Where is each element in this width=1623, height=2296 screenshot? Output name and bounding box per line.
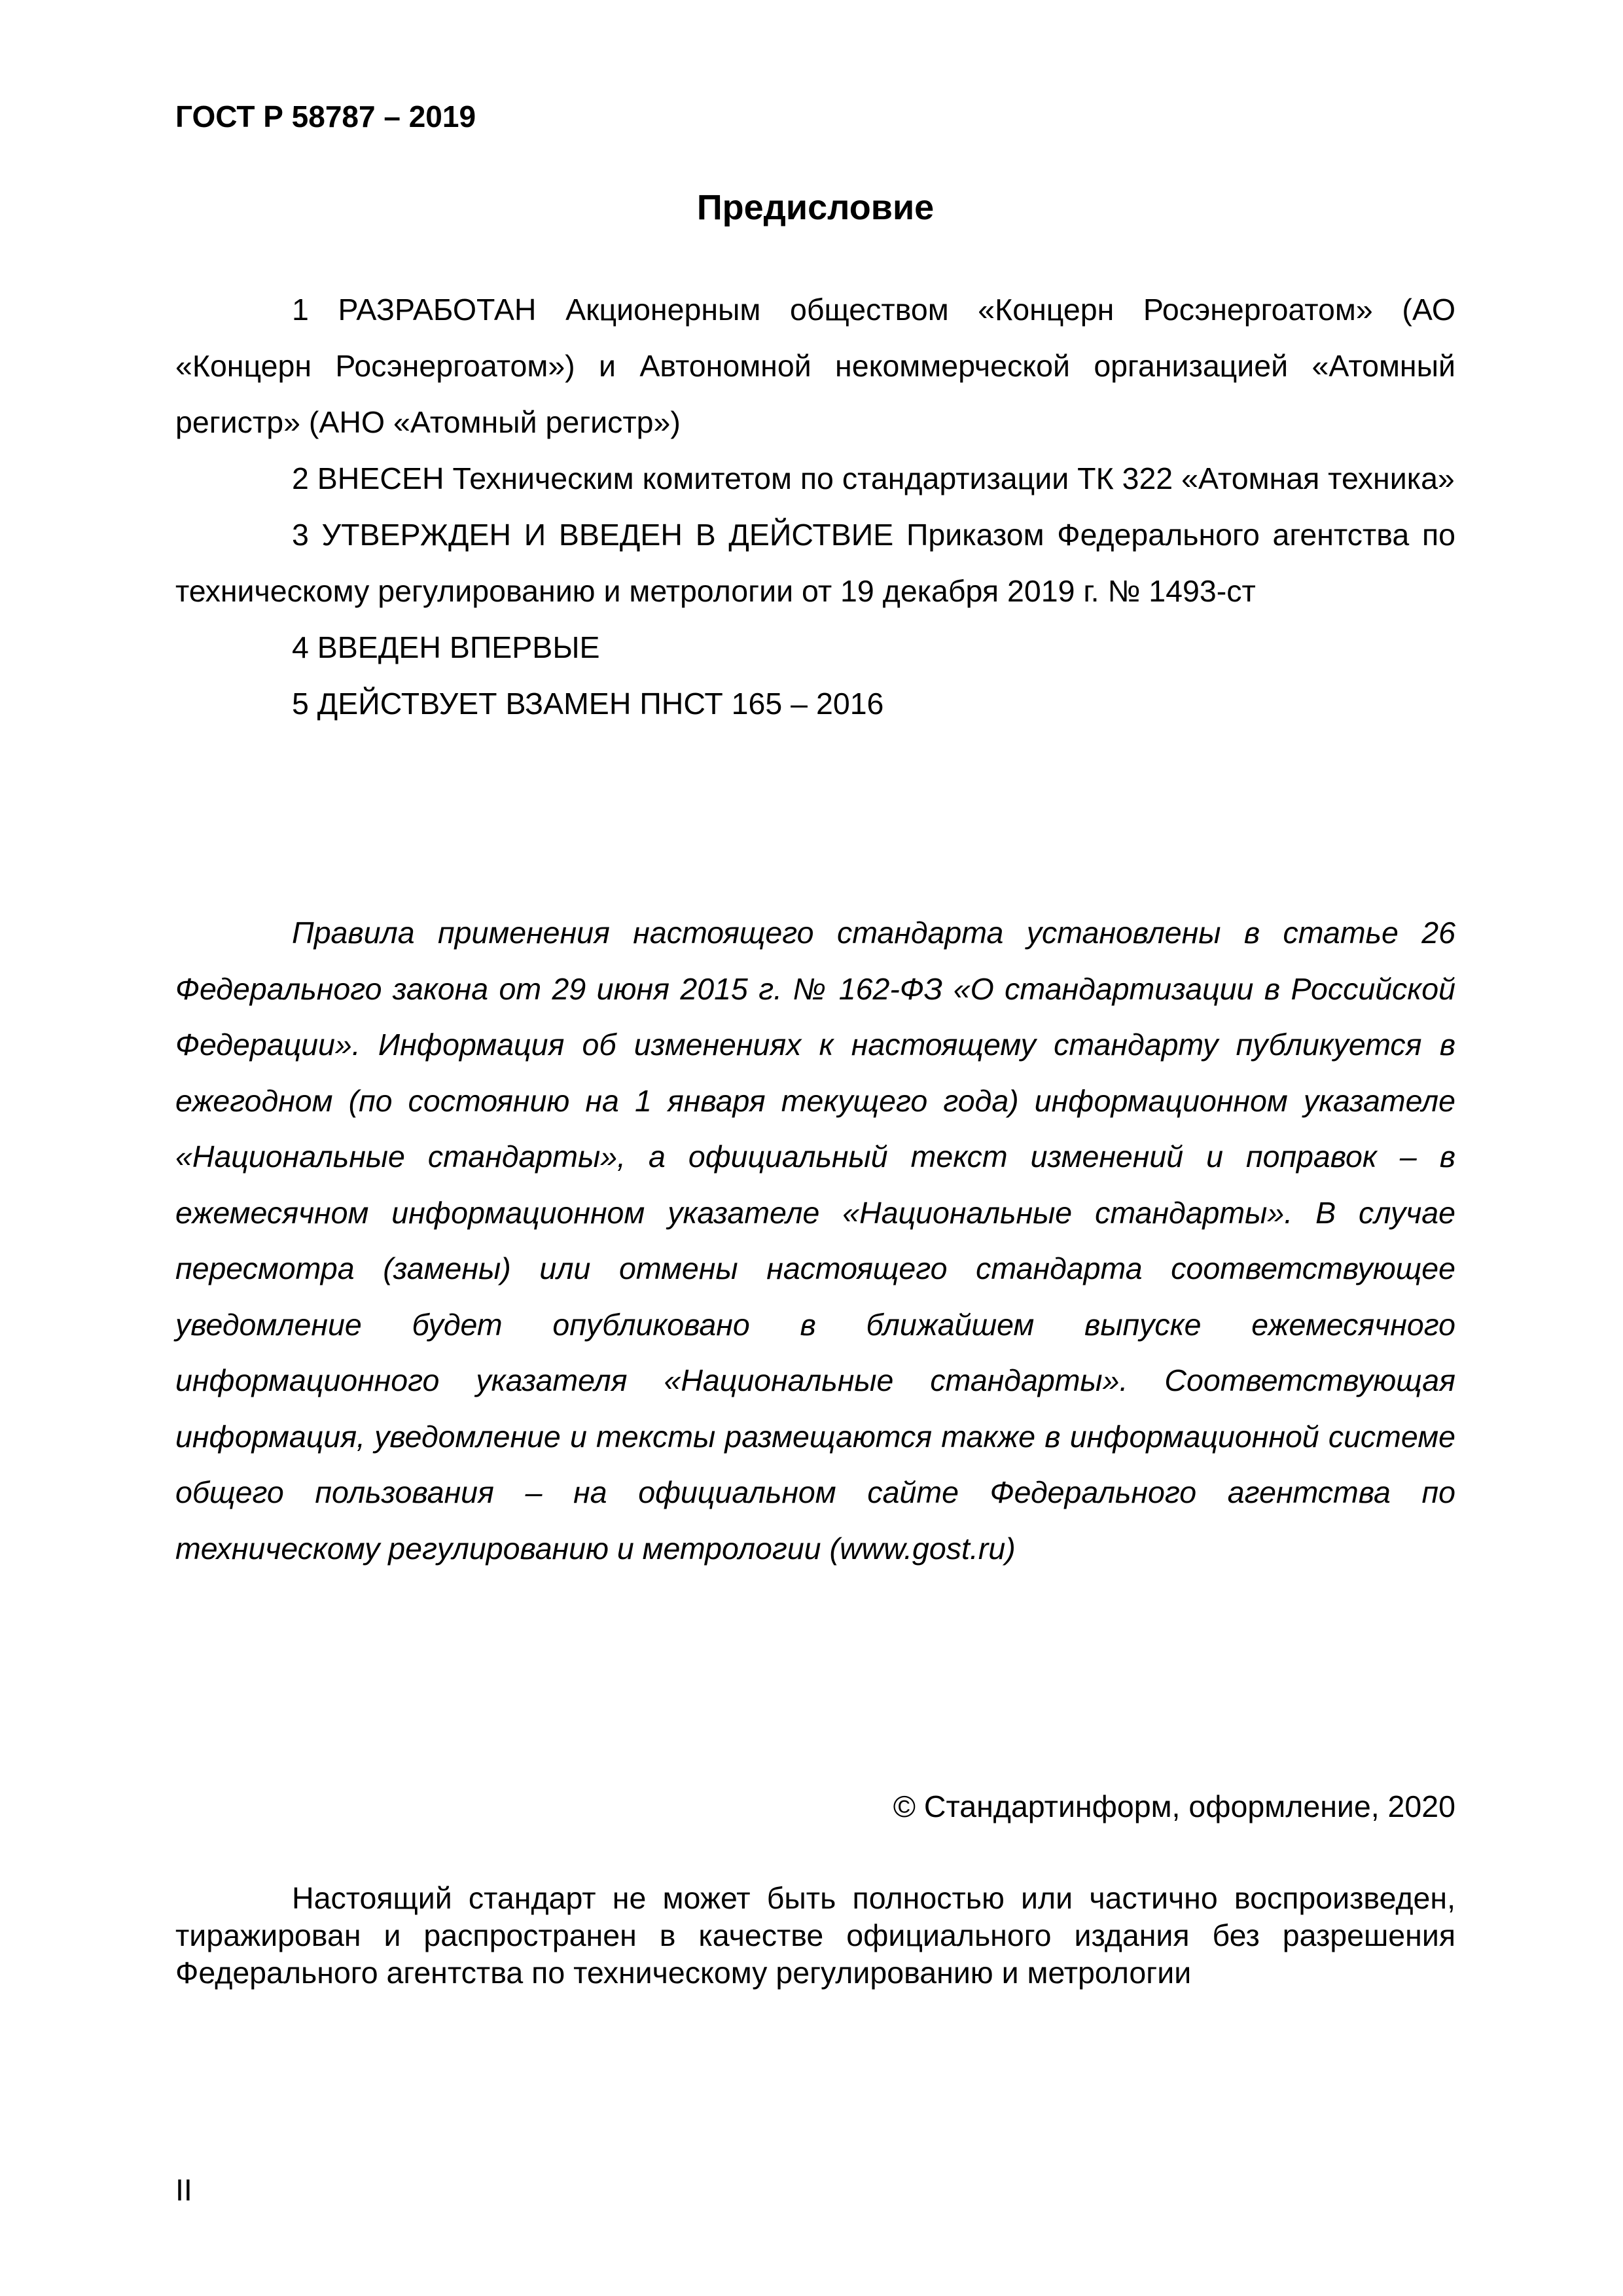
foreword-item-5: 5 ДЕЙСТВУЕТ ВЗАМЕН ПНСТ 165 – 2016 (292, 687, 884, 721)
page-title: Предисловие (696, 188, 935, 227)
foreword-item-1: 1 РАЗРАБОТАН Акционерным обществом «Концерн Росэнергоатом» (АО «Концерн Росэнергоатом») и Автономной некоммерческой организацией «Атомный регистр» (АНО «Атомный регистр») (175, 293, 1455, 439)
application-rules-text: Правила применения настоящего стандарта установлены в статье 26 Федерального закона от 29 июня 2015 г. № 162-ФЗ «О стандартизации в Российской Федерации». Информация об изменениях к настоящему стандарту публикуется в ежегодном (по состоянию на 1 января текущего года) информационном указателе «Национальные стандарты», а официальный текст изменений и поправок – в ежемесячном информационном указателе «Национальные стандарты». В случае пересмотра (замены) или отмены настоящего стандарта соответствующее уведомление будет опубликовано в ближайшем выпуске ежемесячного информационного указателя «Национальные стандарты». Соответствующая информация, уведомление и тексты размещаются также в информационной системе общего пользования – на официальном сайте Федерального агентства по техническому регулированию и метрологии (www.gost.ru) (175, 916, 1455, 1566)
foreword-item-3: 3 УТВЕРЖДЕН И ВВЕДЕН В ДЕЙСТВИЕ Приказом Федерального агентства по техническому регулированию и метрологии от 19 декабря 2019 г. № 1493-ст (175, 518, 1455, 608)
reproduction-notice (175, 1880, 1455, 1992)
page-number: II (175, 2173, 192, 2207)
foreword-item-2: 2 ВНЕСЕН Техническим комитетом по стандартизации ТК 322 «Атомная техника» (292, 461, 1455, 495)
copyright-notice: © Стандартинформ, оформление, 2020 (893, 1789, 1455, 1823)
application-rules (175, 905, 1455, 1577)
document-header: ГОСТ Р 58787 – 2019 (175, 99, 476, 134)
foreword-item-4: 4 ВВЕДЕН ВПЕРВЫЕ (292, 630, 600, 664)
foreword-items (175, 281, 1455, 732)
reproduction-notice-text: Настоящий стандарт не может быть полностью или частично воспроизведен, тиражирован и распространен в качестве официального издания без разрешения Федерального агентства по техническому регулированию и метрологии (175, 1881, 1455, 1990)
